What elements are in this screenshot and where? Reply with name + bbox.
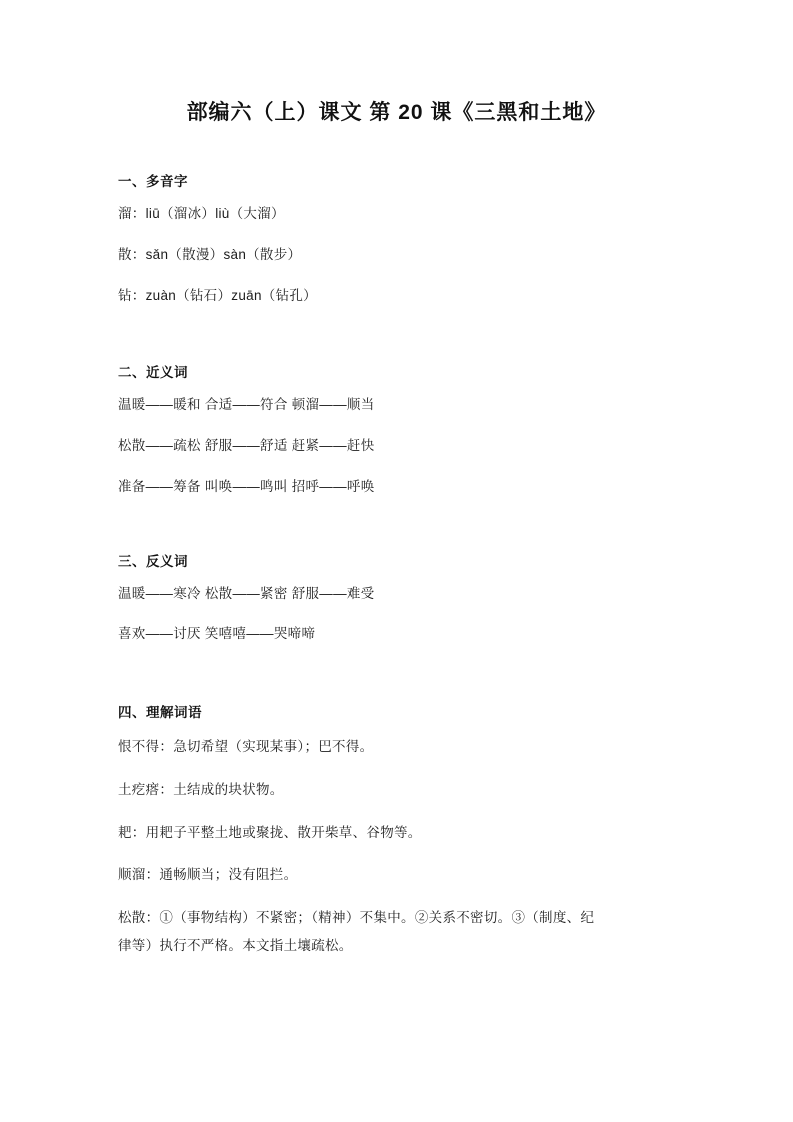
section-heading: 一、多音字 bbox=[118, 174, 188, 189]
section-line: 恨不得：急切希望（实现某事）；巴不得。 bbox=[118, 739, 374, 755]
section-line: 土疙瘩：土结成的块状物。 bbox=[118, 782, 284, 797]
section-line: 律等）执行不严格。本文指土壤疏松。 bbox=[118, 937, 353, 953]
page-title: 部编六（上）课文 第 20 课《三黑和土地》 bbox=[186, 101, 607, 124]
section-synonyms bbox=[118, 361, 675, 498]
section-line: 喜欢——讨厌 笑嘻嘻——哭啼啼 bbox=[118, 626, 316, 642]
section-line: 温暖——暖和 合适——符合 顿溜——顺当 bbox=[118, 396, 375, 412]
section-line: 耙：用耙子平整土地或聚拢、散开柴草、谷物等。 bbox=[118, 824, 422, 840]
section-heading: 二、近义词 bbox=[118, 364, 188, 380]
section-antonyms bbox=[118, 550, 675, 646]
section-line: 温暖——寒冷 松散——紧密 舒服——难受 bbox=[118, 585, 375, 601]
section-heading: 四、理解词语 bbox=[118, 705, 202, 721]
section-word-definitions bbox=[118, 701, 675, 957]
section-line: 顺溜：通畅顺当；没有阻拦。 bbox=[118, 867, 298, 883]
section-line: 准备——筹备 叫唤——鸣叫 招呼——呼唤 bbox=[118, 478, 375, 494]
section-line: 松散：①（事物结构）不紧密；（精神）不集中。②关系不密切。③（制度、纪 bbox=[118, 909, 595, 925]
section-line: 松散——疏松 舒服——舒适 赶紧——赶快 bbox=[118, 437, 375, 453]
section-line: 钻：zuàn（钻石）zuān（钻孔） bbox=[118, 287, 317, 303]
section-polyphonic-characters bbox=[118, 170, 675, 307]
section-line: 溜：liū（溜冰）liù（大溜） bbox=[118, 206, 285, 221]
section-line: 散：sǎn（散漫）sàn（散步） bbox=[118, 246, 302, 262]
section-heading: 三、反义词 bbox=[118, 553, 188, 569]
